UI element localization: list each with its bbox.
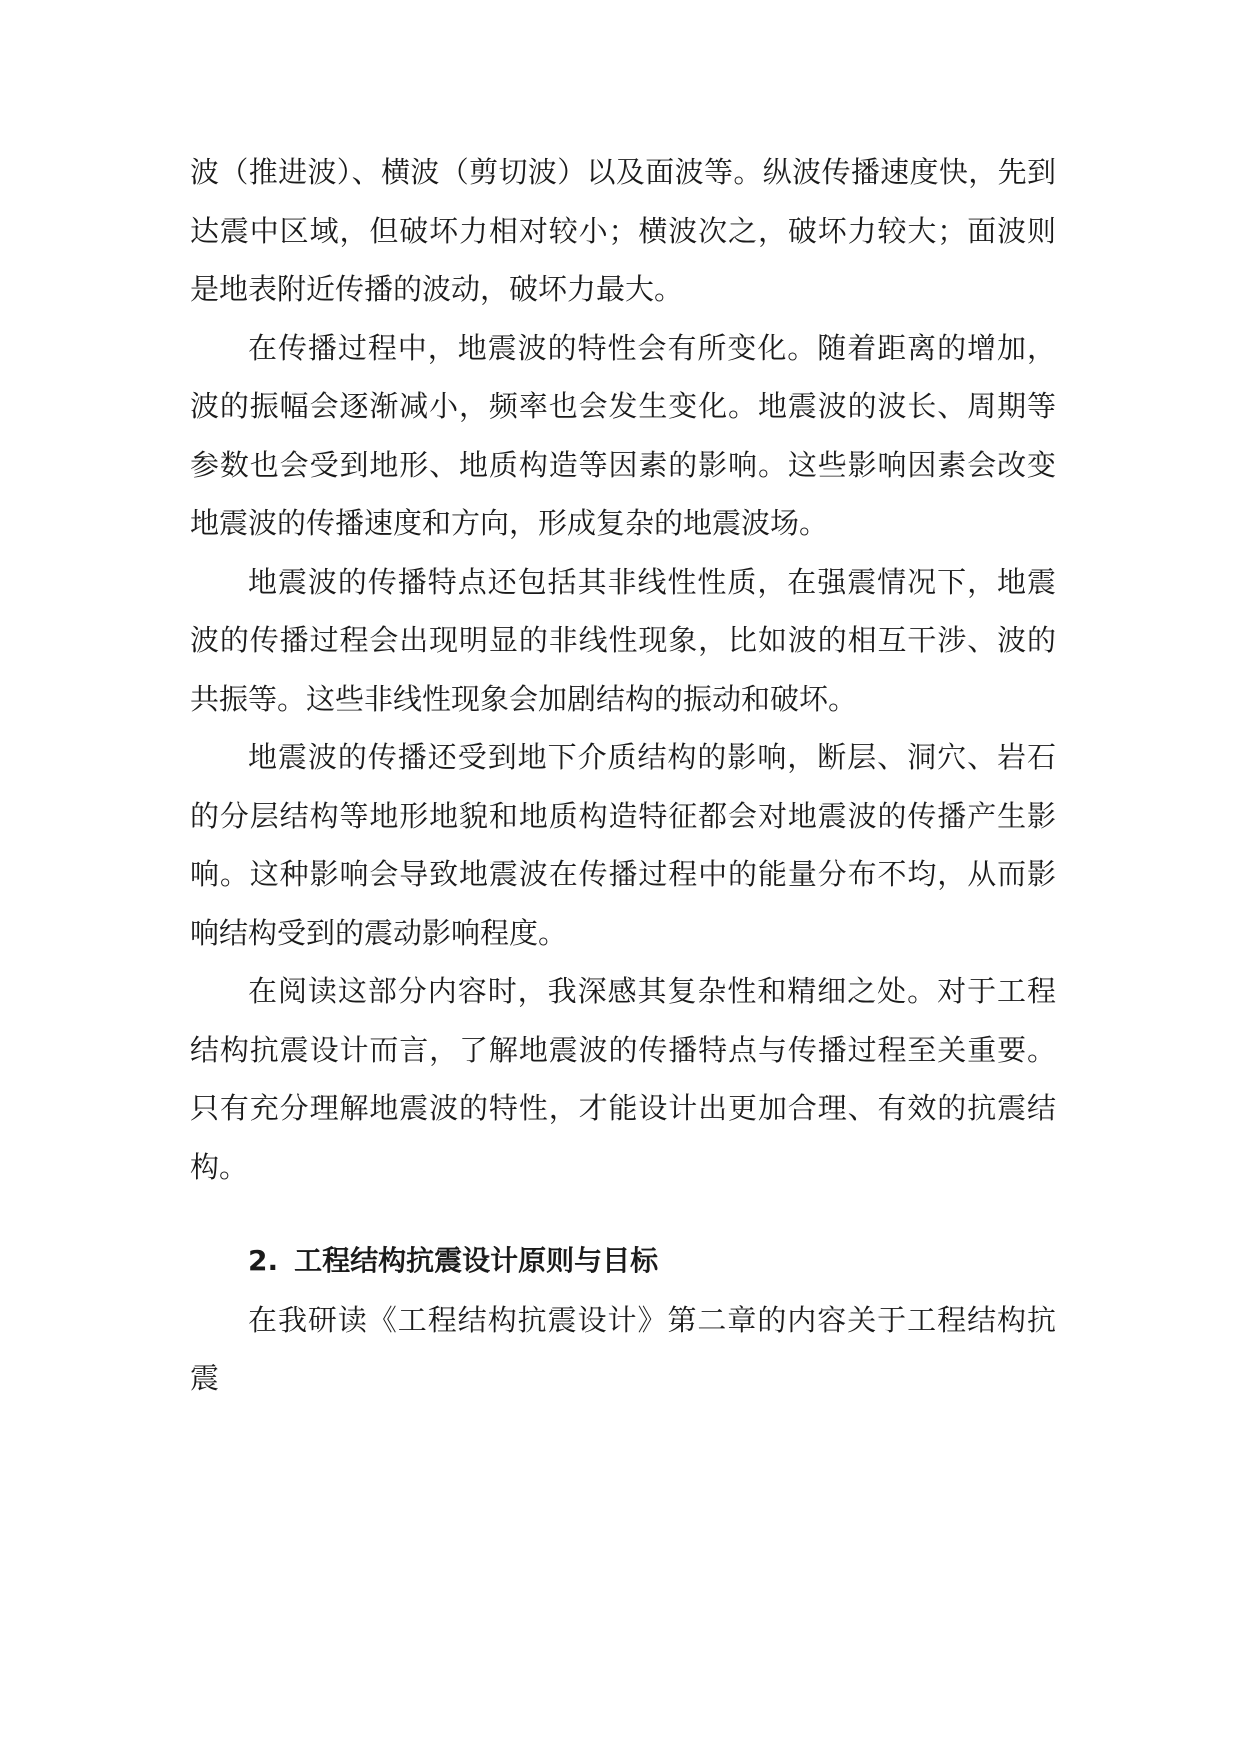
- section-heading: [190, 1232, 1056, 1291]
- paragraph-continuation: 波（推进波）、横波（剪切波）以及面波等。纵波传播速度快，先到达震中区域，但破坏力相对较小；横波次之，破坏力较大；面波则是地表附近传播的波动，破坏力最大。: [190, 155, 1056, 306]
- paragraph-section-intro: 在我研读《工程结构抗震设计》第二章的内容关于工程结构抗震: [190, 1302, 1056, 1395]
- section-number: 2.: [248, 1244, 279, 1277]
- paragraph-reflection: 在阅读这部分内容时，我深感其复杂性和精细之处。对于工程结构抗震设计而言，了解地震波的传播特点与传播过程至关重要。只有充分理解地震波的特性，才能设计出更加合理、有效的抗震结构。: [190, 974, 1056, 1184]
- paragraph-nonlinear-properties: 地震波的传播特点还包括其非线性性质，在强震情况下，地震波的传播过程会出现明显的非线性现象，比如波的相互干涉、波的共振等。这些非线性现象会加剧结构的振动和破坏。: [190, 564, 1056, 716]
- document-body: [190, 143, 1056, 1408]
- paragraph-subsurface-influence: 地震波的传播还受到地下介质结构的影响，断层、洞穴、岩石的分层结构等地形地貌和地质构造特征都会对地震波的传播产生影响。这种影响会导致地震波在传播过程中的能量分布不均，从而影响结构受到的震动影响程度。: [190, 740, 1056, 950]
- section-title: 工程结构抗震设计原则与目标: [294, 1244, 659, 1277]
- paragraph-wave-characteristics: 在传播过程中，地震波的特性会有所变化。随着距离的增加，波的振幅会逐渐减小，频率也会发生变化。地震波的波长、周期等参数也会受到地形、地质构造等因素的影响。这些影响因素会改变地震波的传播速度和方向，形成复杂的地震波场。: [190, 330, 1056, 540]
